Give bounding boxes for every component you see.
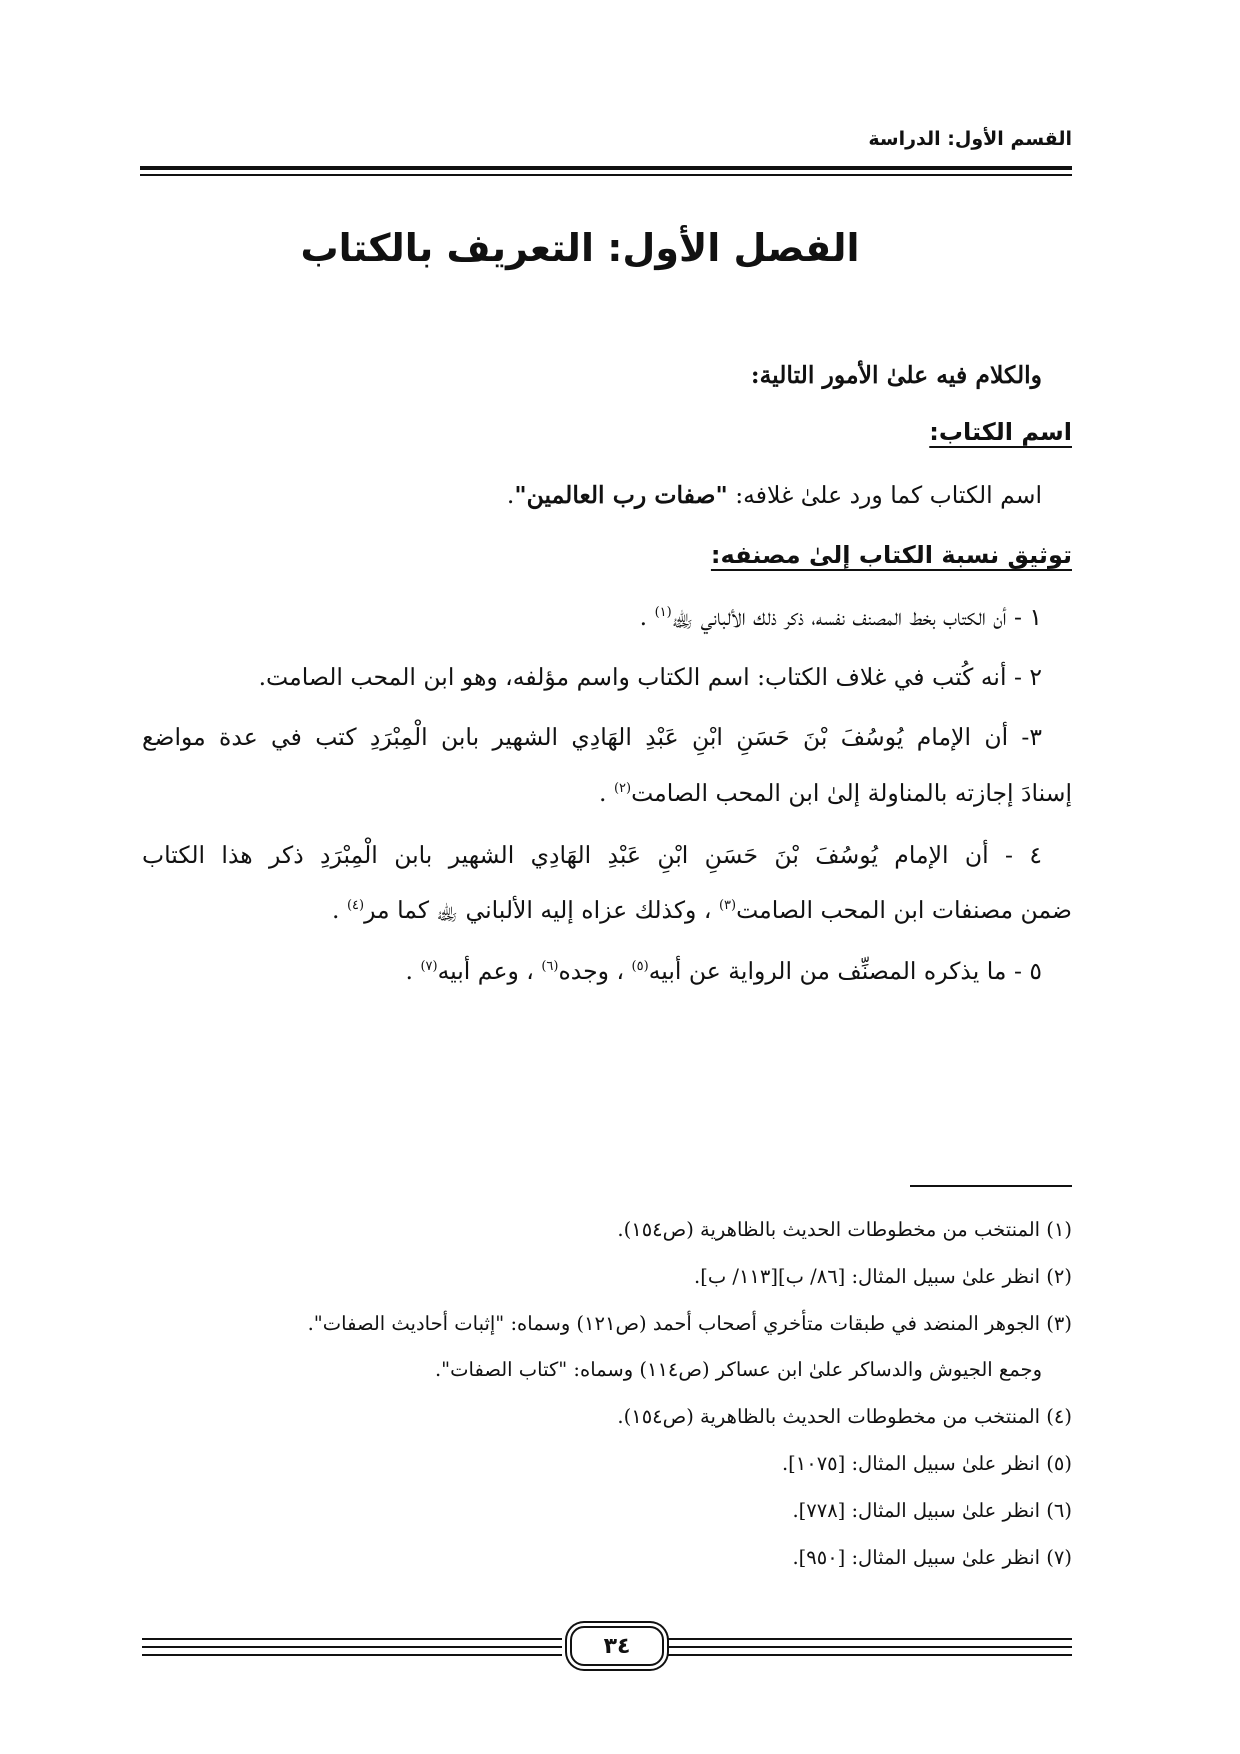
list-item-2: ٢ - أنه كُتب في غلاف الكتاب: اسم الكتاب واسم مؤلفه، وهو ابن المحب الصامت.: [258, 663, 1042, 691]
footnote-4: (٤) المنتخب من مخطوطات الحديث بالظاهرية (ص١٥٤).: [617, 1405, 1072, 1428]
book-name-end: .: [506, 481, 515, 509]
footnote-7: (٧) انظر علىٰ سبيل المثال: [٩٥٠].: [792, 1546, 1072, 1569]
footer-rule-left-mid: [142, 1646, 562, 1648]
item5-text-b: ، وجده: [558, 957, 632, 985]
item3-end: .: [598, 779, 614, 807]
footnote-3: (٣) الجوهر المنضد في طبقات متأخري أصحاب أحمد (ص١٢١) وسماه: "إثبات أحاديث الصفات".: [307, 1312, 1072, 1335]
item4-end: .: [332, 896, 347, 924]
item4-text-b: ، وكذلك عزاه إليه الألباني ﵀ كما مر: [364, 896, 719, 924]
item5-text-c: ، وعم أبيه: [437, 957, 542, 985]
item1-end: .: [639, 603, 655, 631]
header-rule-thin: [140, 174, 1072, 176]
footnote-ref-4[interactable]: (٤): [346, 898, 365, 914]
header-section-title: القسم الأول: الدراسة: [868, 128, 1072, 150]
footer-rule-right-bottom: [668, 1654, 1072, 1656]
footnote-ref-7[interactable]: (٧): [420, 959, 438, 975]
chapter-title: الفصل الأول: التعريف بالكتاب: [300, 226, 860, 270]
footnote-6: (٦) انظر علىٰ سبيل المثال: [٧٧٨].: [792, 1499, 1072, 1522]
header-rule-thick: [140, 166, 1072, 170]
footnote-1: (١) المنتخب من مخطوطات الحديث بالظاهرية (ص١٥٤).: [617, 1218, 1072, 1241]
list-item-3-line2: [599, 776, 1072, 810]
footnote-ref-2[interactable]: (٢): [613, 781, 632, 797]
book-title: "صفات رب العالمين": [514, 481, 728, 509]
footer-rule-left-bottom: [142, 1654, 562, 1656]
book-name-paragraph: [507, 478, 1042, 512]
section-heading-attribution: توثيق نسبة الكتاب إلىٰ مصنفه:: [710, 541, 1072, 569]
list-item-3-line1: ٣- أن الإمام يُوسُفَ بْنَ حَسَنِ ابْنِ عَبْدِ الهَادِي الشهير بابن الْمِبْرَدِ كتب في عدة مواضع: [142, 723, 1042, 751]
section-heading-book-name: اسم الكتاب:: [929, 418, 1072, 446]
footnote-ref-5[interactable]: (٥): [631, 959, 649, 975]
footnote-ref-6[interactable]: (٦): [541, 959, 559, 975]
list-item-5: [405, 954, 1042, 988]
book-name-text: اسم الكتاب كما ورد علىٰ غلافه:: [727, 481, 1042, 509]
item5-end: .: [405, 957, 421, 985]
footnote-3-continued: وجمع الجيوش والدساكر علىٰ ابن عساكر (ص١١٤) وسماه: "كتاب الصفات".: [434, 1358, 1042, 1381]
footnote-2: (٢) انظر علىٰ سبيل المثال: [٨٦/ ب][١١٣/ ب].: [694, 1265, 1072, 1288]
list-item-4-line1: ٤ - أن الإمام يُوسُفَ بْنَ حَسَنِ ابْنِ عَبْدِ الهَادِي الشهير بابن الْمِبْرَدِ ذكر هذا الكتاب: [142, 841, 1042, 869]
intro-line: والكلام فيه علىٰ الأمور التالية:: [750, 361, 1042, 389]
item5-text-a: ٥ - ما يذكره المصنِّف من الرواية عن أبيه: [648, 957, 1042, 985]
page-number: ٣٤: [570, 1626, 664, 1666]
footer-rule-right-mid: [668, 1646, 1072, 1648]
footnote-5: (٥) انظر علىٰ سبيل المثال: [١٠٧٥].: [781, 1452, 1072, 1475]
footer-rule-right-top: [668, 1638, 1072, 1640]
footnote-ref-3[interactable]: (٣): [718, 898, 737, 914]
list-item-4-line2: [332, 893, 1072, 927]
footnote-ref-1[interactable]: (١): [654, 605, 672, 621]
footer-rule-left-top: [142, 1638, 562, 1640]
item4-text-a: ضمن مصنفات ابن المحب الصامت: [736, 896, 1072, 924]
list-item-1: [640, 600, 1042, 634]
item3-text: إسنادَ إجازته بالمناولة إلىٰ ابن المحب الصامت: [631, 779, 1072, 807]
footnote-separator: [910, 1185, 1072, 1187]
item1-text: ١ - أن الكتاب بخط المصنف نفسه، ذكر ذلك الألباني ﵀: [671, 603, 1042, 631]
